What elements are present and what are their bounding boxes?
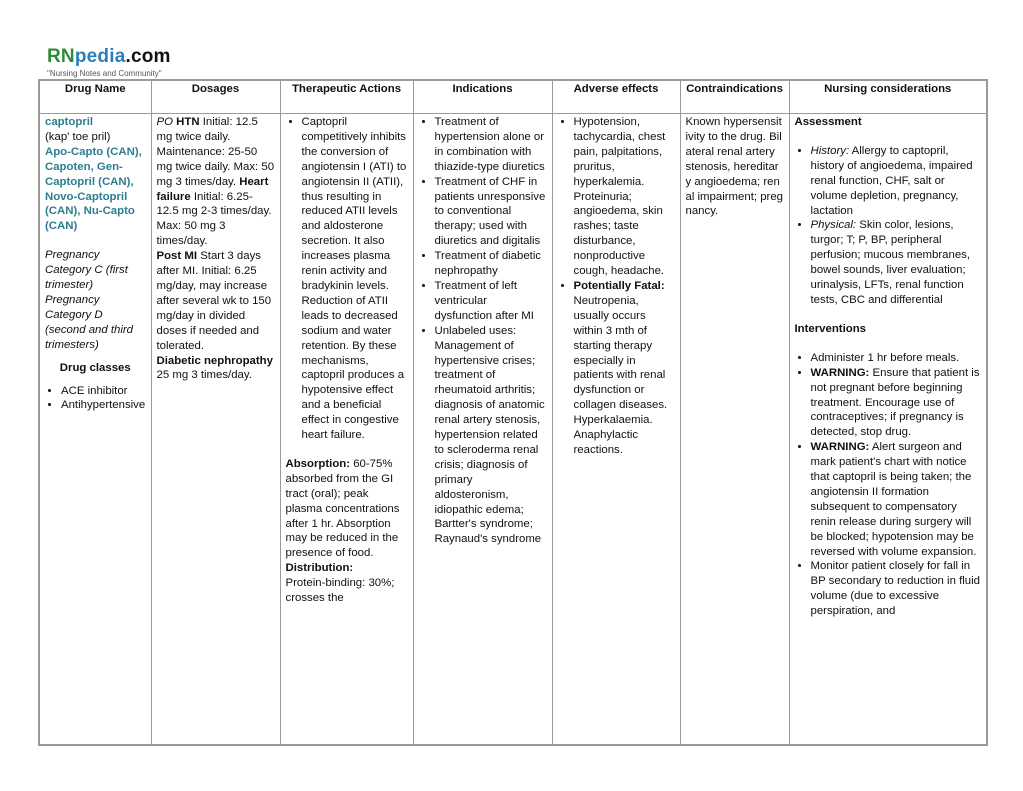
list-item: • Treatment of left ventricular dysfunction after MI bbox=[435, 279, 547, 324]
list-item: • Hypotension, tachycardia, chest pain, palpitations, pruritus, hyperkalemia. Proteinuria; angioedema, skin rashes; taste disturbance, nonproductive cough, headache. bbox=[574, 115, 675, 279]
distribution-text: Protein-binding: 30%; crosses the bbox=[285, 577, 395, 605]
physical-label: Physical: bbox=[810, 219, 857, 232]
cell-indications bbox=[413, 114, 552, 746]
drug-row bbox=[39, 114, 987, 746]
logo-pedia: pedia bbox=[74, 46, 126, 67]
header-drug-name: Drug Name bbox=[39, 80, 151, 114]
list-item: • Treatment of CHF in patients unresponsive to conventional therapy; used with diuretics and digitalis bbox=[435, 175, 547, 250]
absorption bbox=[286, 457, 408, 561]
post-mi-text: Start 3 days after MI. Initial: 6.25 mg/day, may increase after several wk to 150 mg/day in divided doses if needed and tolerated. bbox=[156, 250, 272, 352]
list-item: • Unlabeled uses: Management of hypertensive crises; treatment of rheumatoid arthritis; diagnosis of anatomic renal artery stenosis, hypertension related to scleroderma renal crisis; diagnosis of primary aldosteronism, idiopathic edema; Bartter's syndrome; Raynaud's syndrome bbox=[435, 324, 547, 548]
header-adverse-effects: Adverse effects bbox=[552, 80, 680, 114]
list-item bbox=[811, 440, 982, 559]
indications-list bbox=[419, 115, 547, 547]
list-item: • Monitor patient closely for fall in BP secondary to reduction in fluid volume (due to excessive perspiration, and bbox=[811, 559, 982, 619]
diabetic-nephropathy-text: 25 mg 3 times/day. bbox=[156, 369, 252, 382]
absorption-text: 60-75% absorbed from the GI tract (oral); peak plasma concentrations after 1 hr. Absorption may be reduced in the presence of food. bbox=[285, 457, 400, 560]
list-item: • Administer 1 hr before meals. bbox=[811, 351, 982, 366]
header-indications: Indications bbox=[413, 80, 552, 114]
htn-text: Initial: 12.5 mg twice daily. Maintenance: 25-50 mg twice daily. Max: 50 mg 3 times/day. bbox=[156, 116, 275, 188]
intervention-text: Alert surgeon and mark patient's chart with notice that captopril is being taken; the angiotensin II formation subsequent to compensatory renin release during surgery will be blocked; hypotension may be reversed with volume expansion. bbox=[810, 441, 977, 558]
drug-classes-title: Drug classes bbox=[59, 361, 131, 374]
header-row bbox=[39, 80, 987, 114]
cell-drug-name bbox=[39, 114, 151, 746]
list-item: • Treatment of diabetic nephropathy bbox=[435, 249, 547, 279]
interventions-title: Interventions bbox=[794, 322, 867, 335]
drug-table bbox=[38, 79, 988, 746]
heart-failure-text: Initial: 6.25-12.5 mg 2-3 times/day. Max: 50 mg 3 times/day. bbox=[156, 190, 272, 248]
intervention-text: Ensure that patient is not pregnant before beginning treatment. Encourage use of contraceptives; if pregnancy is detected, stop drug. bbox=[810, 366, 980, 439]
adverse-list bbox=[558, 115, 675, 458]
contraindications-text: Known hypersensitivity to the drug. Bilateral renal artery stenosis, hereditary angioedema; renal impairment; pregnancy. bbox=[685, 116, 783, 218]
post-mi-label: Post MI bbox=[156, 250, 198, 263]
history-label: History: bbox=[810, 144, 850, 157]
header-dosages: Dosages bbox=[151, 80, 280, 114]
cell-dosages bbox=[151, 114, 280, 746]
assessment-list bbox=[795, 144, 982, 308]
distribution-label: Distribution: bbox=[285, 562, 354, 575]
assessment-title: Assessment bbox=[794, 116, 862, 128]
cell-nursing-considerations bbox=[789, 114, 987, 746]
htn-label: HTN bbox=[176, 116, 200, 128]
logo-rn: RN bbox=[47, 46, 75, 67]
pregnancy-category-c: Pregnancy Category C (first trimester) bbox=[45, 249, 128, 292]
fatal-text: Neutropenia, usually occurs within 3 mth of starting therapy especially in patients with renal dysfunction or collagen diseases. Hyperkalaemia. Anaphylactic reactions. bbox=[573, 294, 668, 456]
actions-list bbox=[286, 115, 408, 443]
history-text: Allergy to captopril, history of angioedema, impaired renal function, CHF, salt or volume depletion, pregnancy, lactation bbox=[810, 144, 973, 217]
physical-text: Skin color, lesions, turgor; T; P, BP, peripheral perfusion; mucous membranes, bowel sounds, liver evaluation; urinalysis, LFTs, renal function tests, CBC and differential bbox=[810, 219, 971, 306]
pregnancy-category-d: Pregnancy Category D (second and third trimesters) bbox=[45, 293, 134, 351]
warning-label: WARNING: bbox=[810, 441, 870, 454]
fatal-label: Potentially Fatal: bbox=[573, 279, 665, 292]
dosage-diabetic-nephropathy bbox=[157, 354, 275, 384]
warning-label: WARNING: bbox=[810, 366, 870, 379]
list-item: • Antihypertensive bbox=[61, 398, 146, 413]
absorption-label: Absorption: bbox=[285, 457, 351, 470]
brand-names: Apo-Capto (CAN), Capoten, Gen-Captopril (CAN), Novo-Captopril (CAN), Nu-Capto (CAN) bbox=[45, 145, 142, 233]
route-label: PO bbox=[156, 116, 173, 128]
generic-name: captopril bbox=[45, 116, 94, 128]
cell-contraindications bbox=[680, 114, 789, 746]
list-item bbox=[811, 218, 982, 307]
heart-failure-label: Heart failure bbox=[156, 175, 269, 203]
header-nursing-considerations: Nursing considerations bbox=[789, 80, 987, 114]
site-tagline: "Nursing Notes and Community" bbox=[47, 69, 162, 78]
dosage-post-mi bbox=[157, 249, 275, 353]
logo-com: .com bbox=[125, 46, 171, 67]
diabetic-nephropathy-label: Diabetic nephropathy bbox=[156, 354, 273, 367]
list-item bbox=[811, 144, 982, 219]
header-contraindications: Contraindications bbox=[680, 80, 789, 114]
header-therapeutic-actions: Therapeutic Actions bbox=[280, 80, 413, 114]
list-item bbox=[574, 279, 675, 458]
pronunciation: (kap' toe pril) bbox=[45, 130, 111, 143]
list-item: • Treatment of hypertension alone or in combination with thiazide-type diuretics bbox=[435, 115, 547, 175]
interventions-list bbox=[795, 351, 982, 619]
list-item: • ACE inhibitor bbox=[61, 384, 146, 399]
cell-adverse-effects bbox=[552, 114, 680, 746]
site-logo[interactable] bbox=[47, 46, 171, 68]
list-item bbox=[811, 366, 982, 441]
list-item: • Captopril competitively inhibits the conversion of angiotensin I (ATI) to angiotensin II (ATII), thus resulting in reduced ATII levels and aldosterone secretion. It also increases plasma renin activity and bradykinin levels. Reduction of ATII leads to decreased sodium and water retention. By these mechanisms, captopril produces a hypotensive effect and a beneficial effect in congestive heart failure. bbox=[302, 115, 408, 443]
dosage-htn bbox=[157, 115, 275, 249]
cell-therapeutic-actions bbox=[280, 114, 413, 746]
drug-classes-list bbox=[45, 384, 146, 414]
